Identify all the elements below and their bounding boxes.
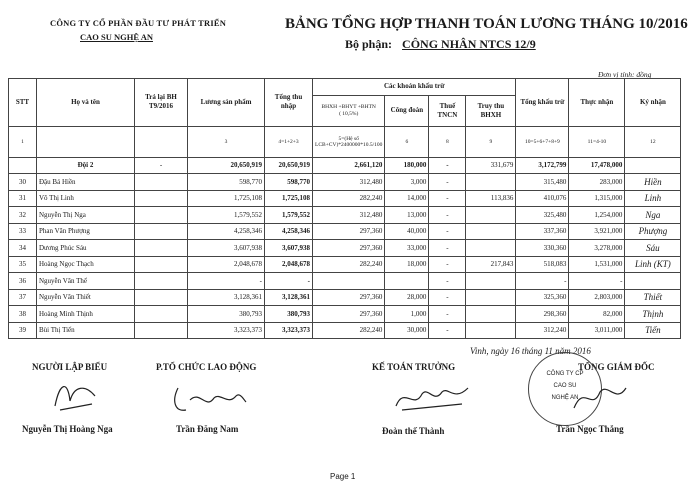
income-cell: 3,323,373: [265, 322, 313, 339]
stt-cell: 36: [9, 273, 37, 290]
union-cell: 18,000: [385, 256, 429, 273]
deduct-cell: 312,240: [516, 322, 569, 339]
bhxh-cell: 282,240: [313, 256, 385, 273]
stamp-line1: CÔNG TY CP: [546, 371, 584, 377]
group-row: [9, 157, 681, 174]
sign-cell: Nga: [625, 207, 681, 224]
recover-cell: [466, 289, 516, 306]
index-cell: 11=4-10: [569, 126, 625, 157]
header-bh-refund: Trả lại BH T9/2016: [135, 79, 188, 127]
stt-cell: 37: [9, 289, 37, 306]
pit-cell: -: [429, 273, 466, 290]
deduct-cell: -: [516, 273, 569, 290]
header-bhxh-recover: Truy thu BHXH: [466, 95, 516, 126]
header-pit: Thuế TNCN: [429, 95, 466, 126]
income-cell: 380,793: [265, 306, 313, 323]
union-cell: 1,000: [385, 306, 429, 323]
bh-cell: [135, 289, 188, 306]
recover-cell: [466, 273, 516, 290]
union-cell: 14,000: [385, 190, 429, 207]
bhxh-cell: 282,240: [313, 190, 385, 207]
group-pit: -: [429, 157, 466, 174]
director-name: Trần Ngọc Thắng: [556, 424, 624, 434]
net-cell: 82,000: [569, 306, 625, 323]
stt-cell: 33: [9, 223, 37, 240]
director-signature: [570, 378, 630, 418]
net-cell: -: [569, 273, 625, 290]
recover-cell: 113,836: [466, 190, 516, 207]
page-number: Page 1: [330, 472, 356, 481]
name-cell: Nguyễn Thị Nga: [37, 207, 135, 224]
index-cell: 9: [466, 126, 516, 157]
pit-cell: -: [429, 322, 466, 339]
table-row: [9, 190, 681, 207]
deduct-cell: 298,360: [516, 306, 569, 323]
income-cell: 4,258,346: [265, 223, 313, 240]
pit-cell: -: [429, 306, 466, 323]
preparer-title: NGƯỜI LẬP BIỂU: [32, 362, 108, 372]
director-title: TỔNG GIÁM ĐỐC: [578, 362, 655, 372]
stt-cell: 38: [9, 306, 37, 323]
name-cell: Đậu Bá Hiền: [37, 174, 135, 191]
net-cell: 3,921,000: [569, 223, 625, 240]
bhxh-cell: 282,240: [313, 322, 385, 339]
department-value: CÔNG NHÂN NTCS 12/9: [402, 37, 536, 51]
header-bhxh-line1: BHXH +BHYT +BHTN: [321, 103, 376, 110]
group-name: Đội 2: [37, 157, 135, 174]
bh-cell: [135, 174, 188, 191]
bhxh-cell: 297,360: [313, 240, 385, 257]
preparer-name: Nguyễn Thị Hoàng Nga: [22, 424, 113, 434]
salary-cell: 4,258,346: [188, 223, 265, 240]
recover-cell: [466, 240, 516, 257]
header-stt: STT: [9, 79, 37, 127]
salary-cell: 3,128,361: [188, 289, 265, 306]
bh-cell: [135, 256, 188, 273]
table-row: [9, 256, 681, 273]
income-cell: 598,770: [265, 174, 313, 191]
index-cell: [37, 126, 135, 157]
sign-cell: Tiến: [625, 322, 681, 339]
bhxh-cell: 297,360: [313, 306, 385, 323]
table-row: [9, 240, 681, 257]
bhxh-cell: 297,360: [313, 289, 385, 306]
index-cell: 10=5+6+7+8+9: [516, 126, 569, 157]
recover-cell: [466, 306, 516, 323]
net-cell: 3,278,000: [569, 240, 625, 257]
deduct-cell: 337,360: [516, 223, 569, 240]
stt-cell: 39: [9, 322, 37, 339]
header-total-income: Tổng thu nhập: [265, 79, 313, 127]
union-cell: 28,000: [385, 289, 429, 306]
stt-cell: 30: [9, 174, 37, 191]
header-union: Công đoàn: [385, 95, 429, 126]
salary-cell: 3,607,938: [188, 240, 265, 257]
stt-cell: 35: [9, 256, 37, 273]
header-total-deduct: Tổng khấu trừ: [516, 79, 569, 127]
deduct-cell: 518,083: [516, 256, 569, 273]
sign-cell: Phượng: [625, 223, 681, 240]
salary-cell: 1,579,552: [188, 207, 265, 224]
department-label: Bộ phận:: [345, 37, 393, 51]
labor-signature: [170, 380, 250, 416]
table-row: [9, 289, 681, 306]
table-row: [9, 174, 681, 191]
company-name: CÔNG TY CỔ PHẦN ĐẦU TƯ PHÁT TRIỂN: [50, 18, 227, 28]
bhxh-cell: 312,480: [313, 207, 385, 224]
income-cell: 2,048,678: [265, 256, 313, 273]
salary-cell: -: [188, 273, 265, 290]
labor-title: P.TỔ CHỨC LAO ĐỘNG: [156, 362, 257, 372]
bhxh-cell: [313, 273, 385, 290]
union-cell: [385, 273, 429, 290]
group-sign: [625, 157, 681, 174]
header-product-salary: Lương sản phẩm: [188, 79, 265, 127]
accountant-signature: [392, 380, 472, 416]
bh-cell: [135, 223, 188, 240]
deduct-cell: 325,360: [516, 289, 569, 306]
stt-cell: 34: [9, 240, 37, 257]
stt-cell: 32: [9, 207, 37, 224]
company-subname: CAO SU NGHỆ AN: [80, 32, 153, 42]
union-cell: 30,000: [385, 322, 429, 339]
header-name: Họ và tên: [37, 79, 135, 127]
group-product-salary: 20,650,919: [188, 157, 265, 174]
sign-cell: Sáu: [625, 240, 681, 257]
preparer-signature: [50, 376, 100, 416]
net-cell: 283,000: [569, 174, 625, 191]
stamp-line2: CAO SU: [553, 383, 577, 389]
sign-cell: Linh: [625, 190, 681, 207]
bhxh-cell: 312,480: [313, 174, 385, 191]
index-cell: 8: [429, 126, 466, 157]
name-cell: Phan Văn Phượng: [37, 223, 135, 240]
pit-cell: -: [429, 240, 466, 257]
index-cell: [135, 126, 188, 157]
date-line: Vinh, ngày 16 tháng 11 năm 2016: [470, 346, 591, 356]
recover-cell: [466, 174, 516, 191]
deduct-cell: 325,480: [516, 207, 569, 224]
recover-cell: [466, 207, 516, 224]
pit-cell: -: [429, 289, 466, 306]
net-cell: 3,011,000: [569, 322, 625, 339]
salary-cell: 380,793: [188, 306, 265, 323]
department-line: [345, 37, 536, 52]
union-cell: 3,000: [385, 174, 429, 191]
pit-cell: -: [429, 174, 466, 191]
deduct-cell: 410,076: [516, 190, 569, 207]
net-cell: 2,803,000: [569, 289, 625, 306]
name-cell: Bùi Thị Tiến: [37, 322, 135, 339]
group-recover: 331,679: [466, 157, 516, 174]
index-cell: 3: [188, 126, 265, 157]
payroll-table: [8, 78, 681, 339]
salary-cell: 1,725,108: [188, 190, 265, 207]
table-row: [9, 223, 681, 240]
table-row: [9, 322, 681, 339]
accountant-title: KẾ TOÁN TRƯỞNG: [372, 362, 456, 372]
name-cell: Nguyễn Văn Thể: [37, 273, 135, 290]
index-cell: 1: [9, 126, 37, 157]
bh-cell: [135, 273, 188, 290]
index-cell: 12: [625, 126, 681, 157]
accountant-name: Đoàn thế Thành: [382, 426, 445, 436]
name-cell: Dương Phúc Sáu: [37, 240, 135, 257]
header-sign: Ký nhận: [625, 79, 681, 127]
salary-cell: 598,770: [188, 174, 265, 191]
bh-cell: [135, 240, 188, 257]
recover-cell: [466, 322, 516, 339]
income-cell: 3,607,938: [265, 240, 313, 257]
income-cell: 1,725,108: [265, 190, 313, 207]
employee-rows: [9, 174, 681, 339]
header-net: Thực nhận: [569, 79, 625, 127]
labor-name: Trần Đăng Nam: [176, 424, 239, 434]
sign-cell: Hiền: [625, 174, 681, 191]
document-title: BẢNG TỔNG HỢP THANH TOÁN LƯƠNG THÁNG 10/2016: [285, 16, 688, 32]
net-cell: 1,254,000: [569, 207, 625, 224]
pit-cell: -: [429, 256, 466, 273]
index-cell: 4=1+2+3: [265, 126, 313, 157]
group-union: 180,000: [385, 157, 429, 174]
name-cell: Hoàng Minh Thịnh: [37, 306, 135, 323]
group-total-income: 20,650,919: [265, 157, 313, 174]
salary-cell: 2,048,678: [188, 256, 265, 273]
sign-cell: Thiết: [625, 289, 681, 306]
bhxh-cell: 297,360: [313, 223, 385, 240]
group-stt: [9, 157, 37, 174]
pit-cell: -: [429, 223, 466, 240]
bh-cell: [135, 190, 188, 207]
recover-cell: [466, 223, 516, 240]
bh-cell: [135, 207, 188, 224]
recover-cell: 217,843: [466, 256, 516, 273]
group-net: 17,478,000: [569, 157, 625, 174]
union-cell: 33,000: [385, 240, 429, 257]
unit-note: Đơn vị tính: đồng: [598, 70, 652, 79]
index-row: [9, 126, 681, 157]
stamp-line3: NGHỆ AN: [551, 395, 579, 401]
income-cell: 1,579,552: [265, 207, 313, 224]
salary-cell: 3,323,373: [188, 322, 265, 339]
income-cell: -: [265, 273, 313, 290]
sign-cell: [625, 273, 681, 290]
sign-cell: Thịnh: [625, 306, 681, 323]
pit-cell: -: [429, 190, 466, 207]
table-row: [9, 273, 681, 290]
name-cell: Nguyễn Văn Thiết: [37, 289, 135, 306]
net-cell: 1,315,000: [569, 190, 625, 207]
group-bh: -: [135, 157, 188, 174]
table-row: [9, 207, 681, 224]
header-bhxh-line2: ( 10,5%): [339, 110, 359, 117]
group-bhxh: 2,661,120: [313, 157, 385, 174]
pit-cell: -: [429, 207, 466, 224]
union-cell: 13,000: [385, 207, 429, 224]
income-cell: 3,128,361: [265, 289, 313, 306]
index-cell: 6: [385, 126, 429, 157]
name-cell: Võ Thị Linh: [37, 190, 135, 207]
deduct-cell: 330,360: [516, 240, 569, 257]
name-cell: Hoàng Ngọc Thạch: [37, 256, 135, 273]
bh-cell: [135, 322, 188, 339]
bh-cell: [135, 306, 188, 323]
index-cell: 5=(Hệ số LCB+CV)*2400000*10.5/100: [313, 126, 385, 157]
sign-cell: Linh (KT): [625, 256, 681, 273]
header-bhxh: [313, 95, 385, 126]
net-cell: 1,531,000: [569, 256, 625, 273]
deduct-cell: 315,480: [516, 174, 569, 191]
stt-cell: 31: [9, 190, 37, 207]
group-total-deduct: 3,172,799: [516, 157, 569, 174]
header-deductions-group: Các khoản khấu trừ: [313, 79, 516, 96]
table-row: [9, 306, 681, 323]
union-cell: 40,000: [385, 223, 429, 240]
